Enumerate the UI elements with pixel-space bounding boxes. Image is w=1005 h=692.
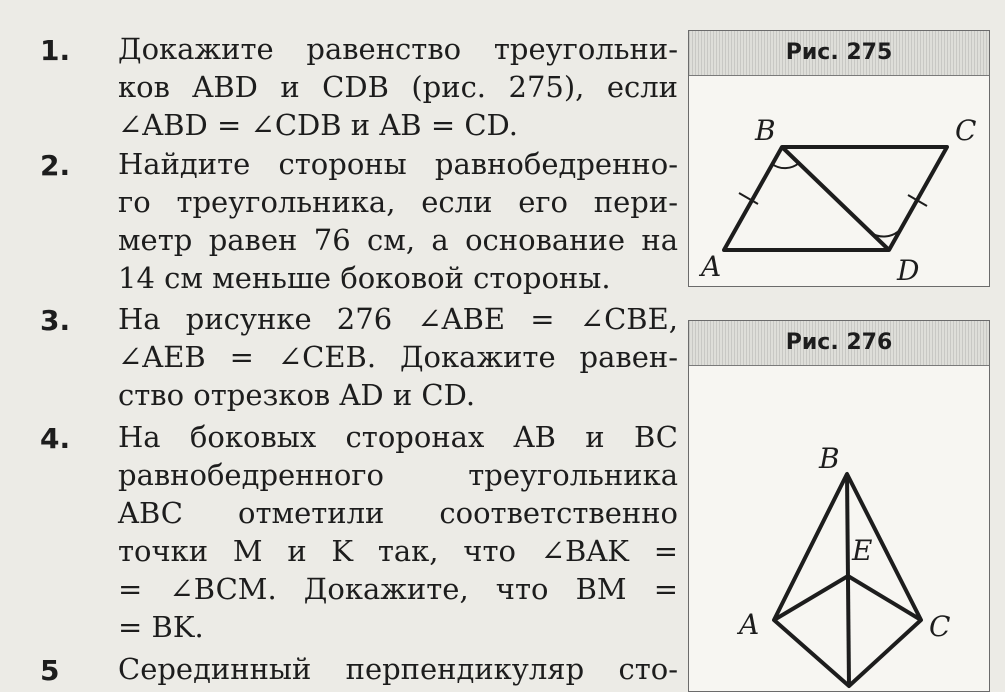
figure-275 bbox=[688, 30, 990, 287]
figure-title: Рис. 275 bbox=[689, 31, 989, 76]
problem-line: точки M и K так, что ∠BAK = bbox=[118, 534, 678, 568]
problem-line: 14 см меньше боковой стороны. bbox=[118, 261, 611, 295]
problem-number: 4. bbox=[40, 422, 71, 455]
problem-line: Найдите стороны равнобедренно- bbox=[118, 147, 678, 181]
vertex-label-b: B bbox=[819, 442, 840, 475]
problem-number: 5 bbox=[40, 654, 60, 687]
vertex-label-c: C bbox=[955, 114, 977, 147]
problem-line: Серединный перпендикуляр сто- bbox=[118, 652, 678, 686]
problem-text bbox=[118, 300, 678, 414]
angle-arc-abd bbox=[772, 163, 799, 168]
problem-line: ABC отметили соответственно bbox=[118, 496, 678, 530]
problem-line: На рисунке 276 ∠ABE = ∠CBE, bbox=[118, 302, 678, 336]
figure-276 bbox=[688, 320, 990, 692]
vertex-label-a: A bbox=[701, 250, 722, 283]
problem-text bbox=[118, 145, 678, 297]
vertex-label-e: E bbox=[852, 534, 873, 567]
parallelogram-diagram bbox=[689, 76, 989, 285]
kite-diagram bbox=[689, 366, 989, 690]
problem-text bbox=[118, 650, 678, 688]
problem-text bbox=[118, 418, 678, 646]
problem-line: го треугольника, если его пери- bbox=[118, 185, 678, 219]
figure-title: Рис. 276 bbox=[689, 321, 989, 366]
problem-line: На боковых сторонах AB и BC bbox=[118, 420, 678, 454]
problem-line: метр равен 76 см, а основание на bbox=[118, 223, 678, 257]
problem-line: ство отрезков AD и CD. bbox=[118, 378, 476, 412]
problem-line: равнобедренного треугольника bbox=[118, 458, 678, 492]
problem-text bbox=[118, 30, 678, 144]
problem-line: ∠AEB = ∠CEB. Докажите равен- bbox=[118, 340, 678, 374]
problem-line: ков ABD и CDB (рис. 275), если bbox=[118, 70, 678, 104]
vertex-label-c: C bbox=[929, 610, 951, 643]
problem-line: ∠ABD = ∠CDB и AB = CD. bbox=[118, 108, 518, 142]
segment-bd bbox=[847, 474, 849, 686]
vertex-label-d: D bbox=[897, 254, 920, 285]
problem-line: Докажите равенство треугольни- bbox=[118, 32, 678, 66]
vertex-label-b: B bbox=[755, 114, 776, 147]
vertex-label-a: A bbox=[739, 608, 760, 641]
problem-number: 3. bbox=[40, 304, 71, 337]
problem-line: = ∠BCM. Докажите, что BM = bbox=[118, 572, 678, 606]
problem-number: 1. bbox=[40, 34, 71, 67]
problem-number: 2. bbox=[40, 149, 71, 182]
problem-line: = BK. bbox=[118, 610, 204, 644]
